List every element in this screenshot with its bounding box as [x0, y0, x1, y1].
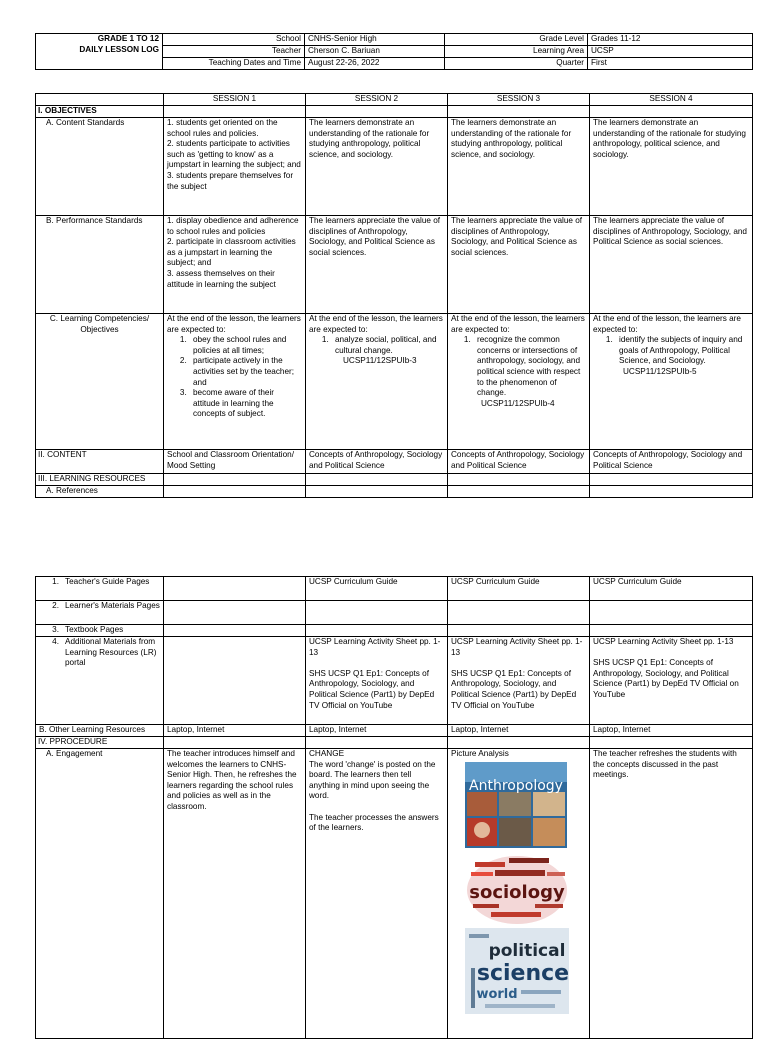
dates-label: Teaching Dates and Time	[163, 58, 305, 70]
content-s1: School and Classroom Orientation/ Mood Setting	[164, 450, 306, 474]
lesson-table-lower	[35, 576, 753, 1039]
competencies-s3-list	[451, 335, 586, 399]
empty-cell	[448, 601, 590, 625]
other-resources-s2: Laptop, Internet	[306, 725, 448, 737]
empty-cell	[448, 625, 590, 637]
competencies-s1	[164, 314, 306, 450]
lesson-table-upper	[35, 93, 753, 498]
empty-cell	[448, 106, 590, 118]
empty-cell	[590, 625, 753, 637]
performance-standards-label: B. Performance Standards	[36, 216, 164, 314]
teacher-label: Teacher	[163, 46, 305, 58]
resources-heading: III. LEARNING RESOURCES	[36, 474, 164, 486]
picture-analysis-title: Picture Analysis	[451, 749, 509, 758]
engagement-s2: CHANGE The word 'change' is posted on the board. The learners then tell anything in mind upon seeing the word. The teacher processes the answers of the learners.	[306, 749, 448, 1039]
school-label: School	[163, 34, 305, 46]
tb-label	[36, 625, 164, 637]
tb-num: 3.	[52, 625, 59, 634]
engagement-s3	[448, 749, 590, 1039]
empty-cell	[590, 601, 753, 625]
empty-cell	[306, 486, 448, 498]
header-table	[35, 33, 753, 70]
session-2-header: SESSION 2	[306, 94, 448, 106]
performance-standards-s3: The learners appreciate the value of disciplines of Anthropology, Sociology, and Political Science as social sciences.	[448, 216, 590, 314]
teacher-value: Cherson C. Bariuan	[305, 46, 445, 58]
empty-cell	[306, 625, 448, 637]
area-label: Learning Area	[445, 46, 588, 58]
content-standards-s3: The learners demonstrate an understanding of the rationale for studying anthropology, political science, and sociology.	[448, 118, 590, 216]
procedure-heading: IV. PPROCEDURE	[36, 737, 164, 749]
quarter-value: First	[588, 58, 753, 70]
competency-code: UCSP11/12SPUIb-5	[623, 366, 697, 376]
empty-cell	[590, 737, 753, 749]
header-title	[36, 34, 163, 70]
list-item: 1. identify the subjects of inquiry and goals of Anthropology, Political Science, and Sociology.	[615, 335, 749, 367]
sociology-image	[465, 850, 569, 926]
empty-cell	[164, 577, 306, 601]
competencies-label: C. Learning Competencies/ Objectives	[36, 314, 164, 450]
engagement-s1: The teacher introduces himself and welcomes the learners to CNHS-Senior High. Then, he refreshes the learners regarding the school rules and policies as well as in the classroom.	[164, 749, 306, 1039]
session-3-header: SESSION 3	[448, 94, 590, 106]
am-label	[36, 637, 164, 725]
performance-standards-s4: The learners appreciate the value of disciplines of Anthropology, Sociology, and Political Science as social sciences.	[590, 216, 753, 314]
objectives-heading: I. OBJECTIVES	[36, 106, 164, 118]
empty-cell	[448, 486, 590, 498]
school-value: CNHS-Senior High	[305, 34, 445, 46]
am-text: Additional Materials from Learning Resources (LR) portal	[65, 637, 157, 668]
am-s4: UCSP Learning Activity Sheet pp. 1-13 SHS UCSP Q1 Ep1: Concepts of Anthropology, Sociology, and Political Science (Part1) by DepEd TV Official on YouTube	[590, 637, 753, 725]
session-4-header: SESSION 4	[590, 94, 753, 106]
am-s2: UCSP Learning Activity Sheet pp. 1-13 SHS UCSP Q1 Ep1: Concepts of Anthropology, Sociology, and Political Science (Part1) by DepEd TV Official on YouTube	[306, 637, 448, 725]
list-item: 1. analyze social, political, and cultural change.	[331, 335, 444, 356]
empty-cell	[164, 601, 306, 625]
header-title-line2: DAILY LESSON LOG	[79, 44, 159, 54]
lm-num: 2.	[52, 601, 59, 610]
political-word: political	[488, 940, 566, 961]
competencies-intro: At the end of the lesson, the learners are expected to:	[309, 314, 443, 334]
competencies-intro: At the end of the lesson, the learners are expected to:	[167, 314, 301, 334]
lm-label	[36, 601, 164, 625]
empty-cell	[164, 737, 306, 749]
list-item: 2. participate actively in the activities set by the teacher; and	[189, 356, 302, 388]
content-standards-s1: 1. students get oriented on the school rules and policies. 2. students participate to activities such as 'getting to know' as a jumpstart in learning the subject; and 3. students prepare themselves for the subject	[164, 118, 306, 216]
empty-cell	[164, 474, 306, 486]
references-label: A. References	[36, 486, 164, 498]
empty-cell	[448, 737, 590, 749]
competencies-s1-list	[167, 335, 302, 420]
world-word: world	[476, 986, 518, 1002]
tg-text: Teacher's Guide Pages	[65, 577, 150, 586]
content-s2: Concepts of Anthropology, Sociology and Political Science	[306, 450, 448, 474]
science-word: science	[476, 960, 569, 986]
competencies-s2	[306, 314, 448, 450]
content-standards-s2: The learners demonstrate an understanding of the rationale for studying anthropology, political science, and sociology.	[306, 118, 448, 216]
list-item: 3. become aware of their attitude in learning the concepts of subject.	[189, 388, 302, 420]
empty-cell	[306, 601, 448, 625]
competencies-s4-list	[593, 335, 749, 367]
empty-cell	[164, 625, 306, 637]
session-1-header: SESSION 1	[164, 94, 306, 106]
other-resources-s4: Laptop, Internet	[590, 725, 753, 737]
corner-cell	[36, 94, 164, 106]
engagement-s4: The teacher refreshes the students with the concepts discussed in the past meetings.	[590, 749, 753, 1039]
competencies-intro: At the end of the lesson, the learners are expected to:	[593, 314, 741, 334]
content-s4: Concepts of Anthropology, Sociology and Political Science	[590, 450, 753, 474]
grade-value: Grades 11-12	[588, 34, 753, 46]
lm-text: Learner's Materials Pages	[65, 601, 160, 610]
empty-cell	[164, 637, 306, 725]
empty-cell	[306, 737, 448, 749]
competency-code: UCSP11/12SPUIb-4	[481, 398, 555, 408]
header-title-line1: GRADE 1 TO 12	[97, 34, 159, 43]
competencies-s3	[448, 314, 590, 450]
competencies-intro: At the end of the lesson, the learners are expected to:	[451, 314, 585, 334]
other-resources-s3: Laptop, Internet	[448, 725, 590, 737]
tg-num: 1.	[52, 577, 59, 586]
list-item: 1. recognize the common concerns or intersections of anthropology, sociology, and political science with respect to the phenomenon of change.	[473, 335, 586, 399]
anthropology-word: Anthropology	[469, 777, 563, 794]
competency-code: UCSP11/12SPUIb-3	[343, 356, 417, 366]
other-resources-label: B. Other Learning Resources	[36, 725, 164, 737]
other-resources-s1: Laptop, Internet	[164, 725, 306, 737]
content-standards-s4: The learners demonstrate an understanding of the rationale for studying anthropology, political science, and sociology.	[590, 118, 753, 216]
engagement-label: A. Engagement	[36, 749, 164, 1039]
competencies-s2-list	[309, 335, 444, 356]
sociology-word: sociology	[469, 881, 565, 903]
performance-standards-s2: The learners appreciate the value of disciplines of Anthropology, Sociology, and Political Science as social sciences.	[306, 216, 448, 314]
grade-label: Grade Level	[445, 34, 588, 46]
am-s3: UCSP Learning Activity Sheet pp. 1-13 SHS UCSP Q1 Ep1: Concepts of Anthropology, Sociology, and Political Science (Part1) by DepEd TV Official on YouTube	[448, 637, 590, 725]
empty-cell	[164, 106, 306, 118]
empty-cell	[448, 474, 590, 486]
empty-cell	[590, 474, 753, 486]
area-value: UCSP	[588, 46, 753, 58]
tg-s3: UCSP Curriculum Guide	[448, 577, 590, 601]
quarter-label: Quarter	[445, 58, 588, 70]
dates-value: August 22-26, 2022	[305, 58, 445, 70]
content-heading: II. CONTENT	[36, 450, 164, 474]
political-science-image	[465, 928, 569, 1014]
competencies-s4	[590, 314, 753, 450]
performance-standards-s1: 1. display obedience and adherence to school rules and policies 2. participate in classroom activities as a jumpstart in learning the subject; and 3. assess themselves on their attitude in learning the subject	[164, 216, 306, 314]
tg-s2: UCSP Curriculum Guide	[306, 577, 448, 601]
empty-cell	[306, 106, 448, 118]
content-s3: Concepts of Anthropology, Sociology and Political Science	[448, 450, 590, 474]
am-num: 4.	[52, 637, 59, 646]
tg-label	[36, 577, 164, 601]
tb-text: Textbook Pages	[65, 625, 124, 634]
tg-s4: UCSP Curriculum Guide	[590, 577, 753, 601]
empty-cell	[306, 474, 448, 486]
empty-cell	[164, 486, 306, 498]
content-standards-label: A. Content Standards	[36, 118, 164, 216]
empty-cell	[590, 106, 753, 118]
anthropology-image	[465, 762, 567, 848]
empty-cell	[590, 486, 753, 498]
list-item: 1. obey the school rules and policies at all times;	[189, 335, 302, 356]
